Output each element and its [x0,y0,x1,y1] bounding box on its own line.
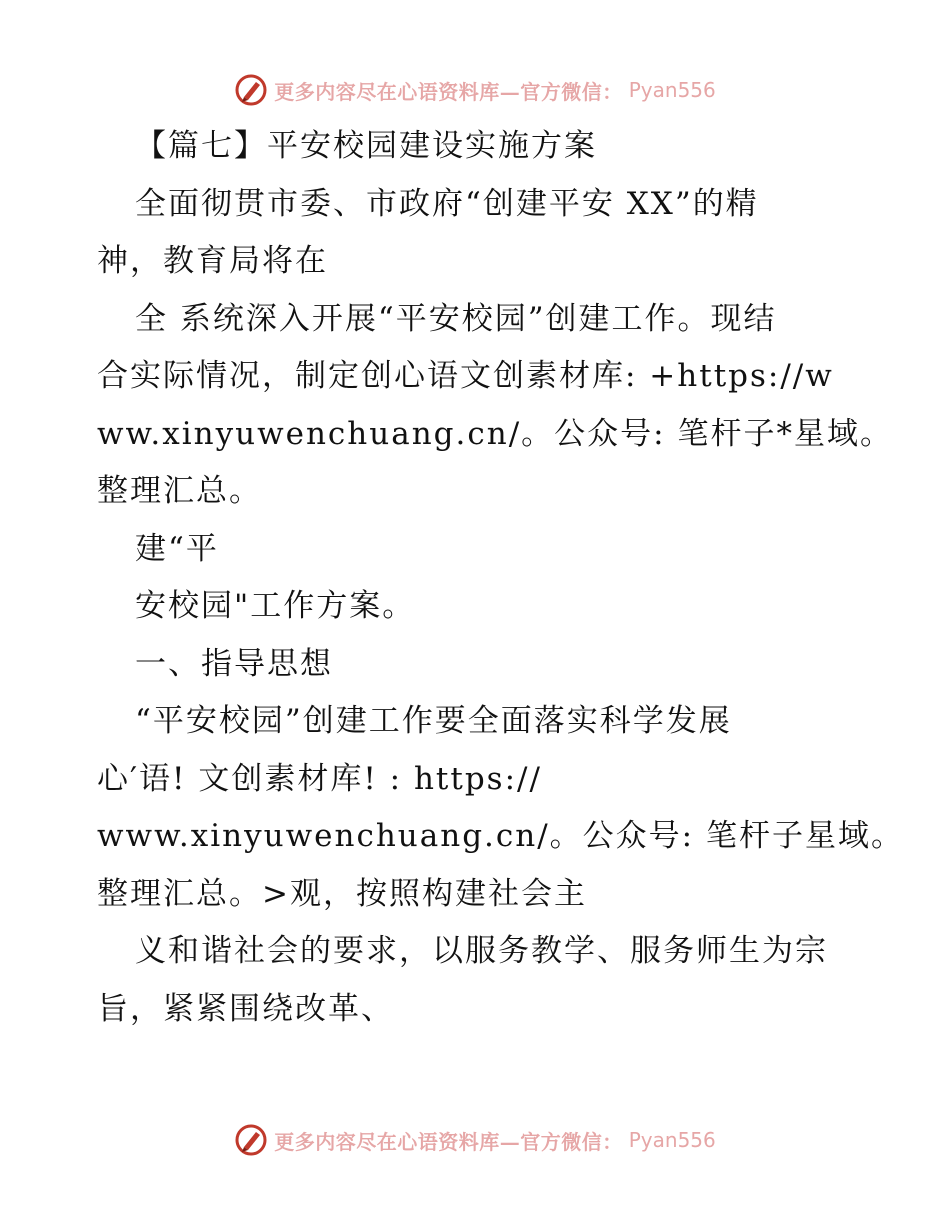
text-line: 旨，紧紧围绕改革、 [97,990,394,1027]
text-line: 一、指导思想 [135,645,333,682]
text-line: 神，教育局将在 [97,243,328,279]
banner-wechat-id: Pyan556 [628,1128,716,1152]
document-body [97,118,904,1038]
text-line: 安校园"工作方案。 [135,588,416,624]
banner-wechat-id: Pyan556 [628,78,716,102]
text-line: 建“平 [135,530,219,567]
footer-banner [0,1120,950,1160]
text-line: “平安校园”创建工作要全面落实科学发展 [135,703,732,739]
text-line: 全 系统深入开展“平安校园”创建工作。现结 [135,300,777,337]
text-line: ww.xinyuwenchuang.cn/。公众号: 笔杆子*星域。 [97,415,893,452]
text-line: 【篇七】平安校园建设实施方案 [135,128,597,164]
pen-circle-logo-icon [234,1123,268,1157]
text-line: www.xinyuwenchuang.cn/。公众号: 笔杆子星域。 [97,818,904,854]
text-line: 整理汇总。 [97,473,262,509]
text-line: 全面彻贯市委、市政府“创建平安 XX”的精 [135,185,759,222]
text-line: 心′语! 文创素材库! : https:// [97,760,542,797]
banner-text: 更多内容尽在心语资料库—官方微信： [274,1129,623,1154]
banner-text: 更多内容尽在心语资料库—官方微信： [274,79,623,104]
text-line: 合实际情况，制定创心语文创素材库: +https://w [97,358,834,394]
text-line: 整理汇总。>观，按照构建社会主 [97,875,587,912]
header-banner [0,70,950,110]
pen-circle-logo-icon [234,73,268,107]
text-line: 义和谐社会的要求，以服务教学、服务师生为宗 [135,933,828,969]
